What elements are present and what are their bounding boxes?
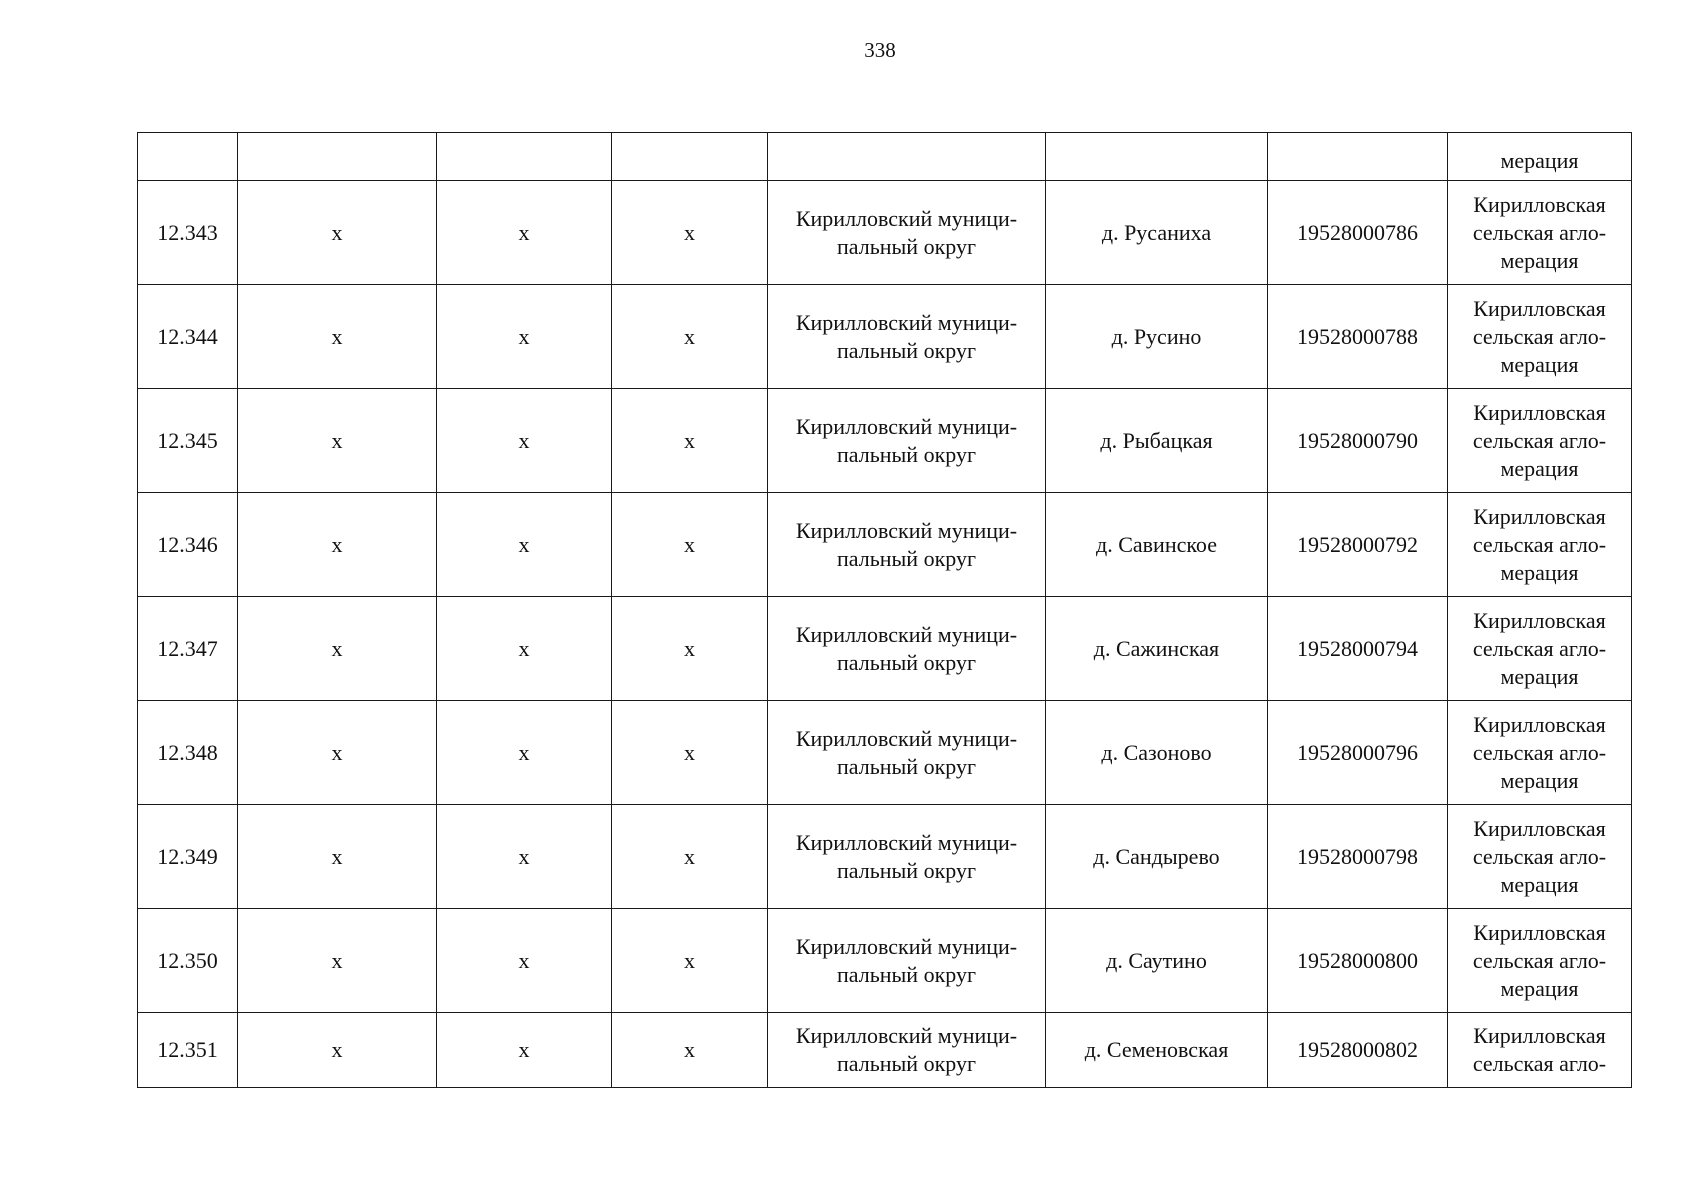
column-3-cell: х [437, 805, 612, 909]
agglomeration-cell: Кирилловская сельская агло- мерация [1448, 181, 1632, 285]
oktmo-code-cell: 19528000790 [1268, 389, 1448, 493]
column-4-cell: х [612, 597, 768, 701]
settlement-cell: д. Русаниха [1046, 181, 1268, 285]
row-number-cell: 12.345 [138, 389, 238, 493]
column-4-cell: х [612, 1013, 768, 1088]
settlement-cell: д. Рыбацкая [1046, 389, 1268, 493]
agglomeration-cell: Кирилловская сельская агло- мерация [1448, 805, 1632, 909]
column-2-cell: х [238, 285, 437, 389]
table-row [138, 181, 1632, 285]
row-number-cell: 12.348 [138, 701, 238, 805]
row-number-cell: 12.347 [138, 597, 238, 701]
column-3-cell: х [437, 597, 612, 701]
municipality-cell: Кирилловский муници- пальный округ [768, 909, 1046, 1013]
table-row [138, 909, 1632, 1013]
row-number-cell: 12.346 [138, 493, 238, 597]
column-3-cell: х [437, 285, 612, 389]
settlement-cell: д. Русино [1046, 285, 1268, 389]
oktmo-code-cell: 19528000788 [1268, 285, 1448, 389]
column-3-cell: х [437, 701, 612, 805]
municipality-cell: Кирилловский муници- пальный округ [768, 493, 1046, 597]
settlement-cell: д. Савинское [1046, 493, 1268, 597]
municipality-cell: Кирилловский муници- пальный округ [768, 805, 1046, 909]
column-3-cell: х [437, 909, 612, 1013]
oktmo-code-cell: 19528000794 [1268, 597, 1448, 701]
oktmo-code-cell: 19528000802 [1268, 1013, 1448, 1088]
column-3-cell: х [437, 493, 612, 597]
row-number-cell: 12.351 [138, 1013, 238, 1088]
municipality-cell: Кирилловский муници- пальный округ [768, 389, 1046, 493]
table-row [138, 389, 1632, 493]
row-number-cell: 12.344 [138, 285, 238, 389]
column-2-cell: х [238, 909, 437, 1013]
table-row [138, 805, 1632, 909]
oktmo-code-cell: 19528000798 [1268, 805, 1448, 909]
column-2-cell: х [238, 701, 437, 805]
row-number-cell: 12.350 [138, 909, 238, 1013]
column-3-cell: х [437, 181, 612, 285]
column-4-cell: х [612, 285, 768, 389]
column-2-cell: х [238, 1013, 437, 1088]
agglomeration-cell: Кирилловская сельская агло- мерация [1448, 597, 1632, 701]
oktmo-code-cell: 19528000796 [1268, 701, 1448, 805]
column-3-cell: х [437, 1013, 612, 1088]
table-row [138, 701, 1632, 805]
row-number-cell: 12.343 [138, 181, 238, 285]
municipality-cell: Кирилловский муници- пальный округ [768, 701, 1046, 805]
settlement-cell: д. Сазоново [1046, 701, 1268, 805]
page-number: 338 [864, 38, 896, 62]
column-4-cell: х [612, 805, 768, 909]
column-2-cell: х [238, 181, 437, 285]
oktmo-code-cell: 19528000786 [1268, 181, 1448, 285]
column-4-cell: х [612, 389, 768, 493]
agglomeration-cell: Кирилловская сельская агло- мерация [1448, 909, 1632, 1013]
settlement-registry-table [137, 132, 1632, 1088]
table-row [138, 493, 1632, 597]
table-row [138, 285, 1632, 389]
agglomeration-cell: Кирилловская сельская агло- мерация [1448, 285, 1632, 389]
table-row [138, 1013, 1632, 1088]
column-2-cell: х [238, 805, 437, 909]
table-header-continuation-row [138, 133, 1632, 181]
agglomeration-cell: Кирилловская сельская агло- мерация [1448, 493, 1632, 597]
column-2-cell: х [238, 597, 437, 701]
column-3-cell: х [437, 389, 612, 493]
municipality-cell: Кирилловский муници- пальный округ [768, 181, 1046, 285]
agglomeration-continuation-cell: мерация [1448, 133, 1632, 181]
column-4-cell: х [612, 701, 768, 805]
settlement-cell: д. Саутино [1046, 909, 1268, 1013]
column-2-cell: х [238, 389, 437, 493]
municipality-cell: Кирилловский муници- пальный округ [768, 285, 1046, 389]
agglomeration-cell: Кирилловская сельская агло- мерация [1448, 701, 1632, 805]
municipality-cell: Кирилловский муници- пальный округ [768, 1013, 1046, 1088]
column-4-cell: х [612, 909, 768, 1013]
column-4-cell: х [612, 181, 768, 285]
column-4-cell: х [612, 493, 768, 597]
agglomeration-cell: Кирилловская сельская агло- мерация [1448, 389, 1632, 493]
oktmo-code-cell: 19528000800 [1268, 909, 1448, 1013]
row-number-cell: 12.349 [138, 805, 238, 909]
column-2-cell: х [238, 493, 437, 597]
agglomeration-cell: Кирилловская сельская агло- [1448, 1013, 1632, 1088]
oktmo-code-cell: 19528000792 [1268, 493, 1448, 597]
table-row [138, 597, 1632, 701]
settlement-cell: д. Семеновская [1046, 1013, 1268, 1088]
settlement-cell: д. Сандырево [1046, 805, 1268, 909]
municipality-cell: Кирилловский муници- пальный округ [768, 597, 1046, 701]
settlement-cell: д. Сажинская [1046, 597, 1268, 701]
